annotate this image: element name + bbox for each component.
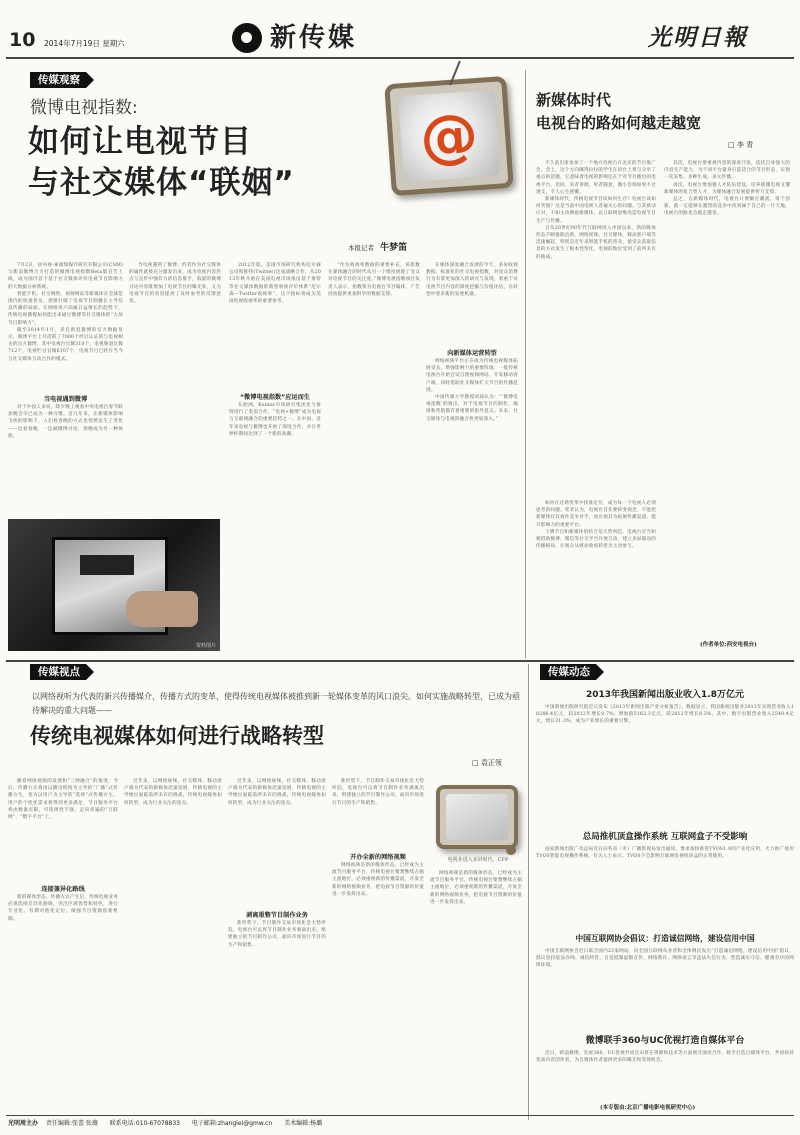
tag-media-perspective: 传媒视点 bbox=[30, 664, 86, 680]
perspective-col-3b bbox=[228, 920, 326, 1116]
footer-designer: 美术编辑:杨璐 bbox=[284, 1120, 323, 1127]
perspective-col-1 bbox=[8, 778, 118, 882]
top-story-col-1 bbox=[8, 262, 123, 390]
masthead-logo: 光明日報 bbox=[648, 24, 748, 51]
dynamics-body-1 bbox=[536, 704, 794, 822]
top-story-kicker: 微博电视指数: bbox=[30, 98, 138, 118]
small-tv-knob bbox=[506, 845, 516, 855]
header-rule bbox=[6, 57, 794, 59]
paragraph: 随着网络视频的发展和“三网融合”的推进，今后，传播方式将由以播出机构为主导的“广播”式传播方生，变为以用户为主导的“选择”式传播方主，用户的个性化需求将得到更多满足，节目服务平台将由数量有限，可选择性不强，走向普遍的“互联网”、“数字平台”上。 bbox=[8, 779, 118, 821]
dynamics-body-2 bbox=[536, 846, 794, 928]
perspective-col-3 bbox=[228, 778, 326, 906]
perspective-col-1b bbox=[8, 894, 118, 1116]
side-story-headline-2: 电视台的路如何越走越宽 bbox=[536, 114, 702, 132]
perspective-col-4b bbox=[332, 862, 424, 1116]
footer-editors: 责任编辑:张蕾 张薇 bbox=[45, 1120, 98, 1127]
small-tv-illustration bbox=[436, 785, 518, 849]
perspective-col-2 bbox=[124, 778, 222, 1116]
paragraph: 王牌节目和新媒体的结合是大势所趋，电视台应当积极借助微博、微信等社交平台开展互动，建立多屏联动的传播格局，让观众从被动收看转变为主动参与。 bbox=[536, 529, 656, 550]
paragraph: 中国传媒大学教授刘昶认为：“‘微博电视指数’的推出，对于电视节目的制作、编排和营销都有着重要的指导意义。未来，社交媒体与电视的融合将更加深入。” bbox=[426, 395, 518, 422]
side-story-col-1b bbox=[536, 500, 656, 652]
top-story-col-5b bbox=[426, 358, 518, 652]
paragraph: 7月2日，由央视-索福瑞媒介研究有限公司(CSM)与新浪微博合力打造的微博电视指数Beta版宣告上线，成为国内首个基于社交媒体评价电视节目影响力的大数据分析系统。 bbox=[8, 263, 123, 290]
dynamics-title-1: 2013年我国新闻出版业收入1.8万亿元 bbox=[586, 690, 744, 700]
footer-email: 电子邮箱:zhanglei@gmw.cn bbox=[191, 1120, 273, 1127]
subhead-transform: 向新媒体运营转型 bbox=[447, 350, 497, 357]
side-story-headline-1: 新媒体时代 bbox=[536, 91, 612, 109]
paragraph: 新形势下，节目制作交易市场化是大势所趋，电视台可以将节目制作业务剥离出来，组建独立的节目制作公司，面向市场进行节目的生产和销售。 bbox=[332, 779, 424, 806]
paragraph: 近年来，以网络视频、社交媒体、移动客户端为代表的新媒体迅速发展，传统电视的主导地位面临前所未有的挑战，传统电视媒体如何转型，成为行业关注的焦点。 bbox=[228, 779, 326, 806]
paragraph: 2012年夏，美国市场研究机构尼尔森公司和推特(Twitter)达成战略合作，从2013年秋开始在美国电视市场推出基于推特等社交媒体数据的新型收视评价体系“尼尔森—Twitter收视率”，这个指标将成为美国电视收视率的重要参考。 bbox=[229, 263, 321, 305]
footer-publisher: 光明周主办 bbox=[8, 1120, 39, 1127]
news-photo bbox=[8, 519, 220, 651]
dynamics-title-2: 总局推机顶盒操作系统 互联网盒子不受影响 bbox=[582, 832, 748, 842]
top-story-col-1b bbox=[8, 404, 123, 512]
photo-credit: 资料图片 bbox=[195, 643, 216, 649]
paragraph: 新形势下，节目制作交易市场化是大势所趋，电视台可以将节目制作业务剥离出来，组建独立的节目制作公司，面向市场进行节目的生产和销售。 bbox=[228, 921, 326, 948]
perspective-byline: □ 袁正领 bbox=[472, 759, 502, 767]
paragraph: 截至2014年1月，来自新浪微博的官方数据显示，微博平台上月活跃了7000个经过认证的与电视相关的官方微博，其中电视台官微310个，电视频道官微712个，电视栏目官微6107个，电视节目已经在当今与社交媒体互动合作的模式。 bbox=[8, 327, 123, 362]
paragraph: 新的媒体形态、传播方式产生后，传统电视业务必须选择差异化路线，突出区域优势和特色，进行专业化、有期对他化定位，做强节目资源创新机制。 bbox=[8, 895, 118, 922]
top-story-col-3b bbox=[229, 402, 321, 652]
section-rule bbox=[6, 660, 794, 662]
paragraph: 国家新闻出版广电总局近日向各省（市）广播影视局发出通知，要求加快推进TVOS1.0的产业化应用，大力推广使用TVOS智能电视操作系统。有关人士表示，TVOS不会影响互联网电视机顶盒的正常使用。 bbox=[536, 847, 794, 860]
paragraph: 新媒体时代，传统电视节目该如何生存？电视台该如何突围？这是当前中国电视人普遍关心的问题。与其被动应对，不如主动拥抱新媒体，以互联网思维改造电视节目生产与传播。 bbox=[536, 197, 656, 224]
at-sign-icon: @ bbox=[417, 100, 481, 172]
paragraph: 近日，新浪微博、奇虎360、UC优视共同宣布将在资源和技术等方面展开深度合作，联手打造自媒体平台，共同扶持优质内容创作者，为自媒体作者提供更多的曝光和变现机会。 bbox=[536, 1051, 794, 1064]
tag-media-observation: 传媒观察 bbox=[30, 72, 86, 88]
byline-author: 牛梦笛 bbox=[380, 243, 408, 253]
footer-phone: 联系电话:010-67078833 bbox=[109, 1120, 180, 1127]
top-story-headline-2: 与社交媒体“联姻” bbox=[28, 165, 295, 201]
top-story-byline bbox=[348, 240, 407, 253]
photo-hand bbox=[126, 591, 198, 627]
side-story-byline: □ 李 青 bbox=[728, 141, 754, 149]
paragraph: 自从20世纪90年代互联网进入中国以来，新的媒体形态不断推陈出新，网络视频、社交媒体、移动客户端等迅速崛起，特别是近年来智能手机的普及，使受众获取信息的方式发生了根本性变化，电视的地位受到了前所未有的挑战。 bbox=[536, 225, 656, 260]
dynamics-body-3 bbox=[536, 948, 794, 1030]
side-story-col-1 bbox=[536, 160, 656, 496]
paragraph: 智能手机、社交网络、视频网站等新媒体在全球范围内的快速普及，逐渐打破了电视节目制播在主导信息传播的局面。在网络用户尚属日益增长的趋势下，传统电视播媒如何能出来通过微博等社交媒体的“大屏节目影响力”。 bbox=[8, 291, 123, 326]
tag-media-dynamics: 传媒动态 bbox=[540, 664, 596, 680]
column-divider bbox=[525, 70, 526, 658]
subhead-index-born: “微博电视指数”应运而生 bbox=[239, 394, 310, 401]
issue-date: 2014年7月19日 星期六 bbox=[44, 39, 125, 48]
byline-prefix: 本报记者 bbox=[348, 244, 374, 252]
subhead-differentiation: 连接兼异化路线 bbox=[41, 886, 85, 893]
subhead-online-video: 开办全新的网络视频 bbox=[350, 854, 406, 861]
subhead-production: 剥离重整节目制作业务 bbox=[246, 912, 308, 919]
dynamics-title-3: 中国互联网协会倡议：打造诚信网络，建设信用中国 bbox=[575, 934, 755, 943]
top-story-col-4 bbox=[328, 262, 420, 652]
paragraph: 网络视频平台正在成为传统电视媒体拓展受众、增强影响力的重要阵地，一批传统电视台开始尝试自建视频网站、开发移动客户端，同时借助社交媒体扩大节目的传播范围。 bbox=[426, 359, 518, 393]
paragraph: 中国互联网协会近日联合国内22家网站，向全国互联网从业者和全体网民发出“打造诚信网络，建设信用中国”倡议，倡议坚持依法办网、诚信经营，自觉抵制虚假宣传、网络欺诈、网络谣言等违法失信行为，营造诚实守信、健康有序的网络环境。 bbox=[536, 949, 794, 969]
paragraph: 网络视频是新的媒体形态，已经成为主流节目服务平台，传统电视台要想继续占据主流地位，必须重视新的传播渠道，开发全新的网络视频业务，把电视节目资源的价值进一步发挥出来。 bbox=[332, 863, 424, 897]
paragraph: 总之，在新媒体时代，电视台只要顺应潮流、勇于创新，就一定能够在激烈的竞争中找到属于自己的一片天地，电视台的路也会越走越宽。 bbox=[664, 197, 790, 217]
paragraph: 不久前出席参加了一个地方电视台在北京的节目推广会，会上，这个方向曝得拉拉的学生在讲台上将与分享了重点的话题，它意味着电视的影响还在于对节目播出的电视平台，但同，来者讲理，听者随意，微小会场如果不过透支，令人心生感慨。 bbox=[536, 161, 656, 195]
paragraph: 当电视遇到了微博，约者作为社交媒体的属性就被充分激发出来，成为电视内容热点与宣传中强有力的信息推手，海量的微博讨论内容既增加了电视节目的曝光率，又为电视节目的改进提供了及时参考的反馈意见。 bbox=[129, 263, 221, 305]
small-tv-screen bbox=[446, 794, 508, 840]
dynamics-title-4: 微博联手360与UC优视打造自媒体平台 bbox=[585, 1036, 745, 1046]
column-divider-bottom bbox=[528, 664, 529, 1120]
section-logo-dot bbox=[241, 32, 252, 43]
photo-screen-logo bbox=[80, 555, 134, 575]
section-logo bbox=[232, 22, 522, 56]
paragraph: 其次，电视台要重视内容的深度开发，依托自身强大的内容生产能力，为不同平台量身打造适合的节目形态，实现一次采集、多种生成、多元传播。 bbox=[664, 161, 790, 181]
side-story-author-unit: (作者单位:西安电视台) bbox=[700, 642, 757, 648]
top-story-col-5 bbox=[426, 262, 518, 342]
section-title: 新传媒 bbox=[270, 23, 358, 53]
top-story-col-2 bbox=[129, 262, 221, 512]
page-number: 10 bbox=[9, 29, 36, 51]
perspective-headline: 传统电视媒体如何进行战略转型 bbox=[30, 724, 324, 748]
perspective-col-5 bbox=[430, 870, 522, 1116]
paragraph: 在欧洲，Kantar市场研究集团也与推特进行了类似合作，“电视+微博”成为电视与互联网融合的重要趋势之一。在中国，近年来电视与微博也开始了深度合作，并在世界杯期间达到了一个新的高潮。 bbox=[229, 403, 321, 437]
tv-illustration bbox=[384, 76, 514, 196]
footer-rule bbox=[6, 1115, 794, 1116]
top-story-col-3 bbox=[229, 262, 321, 386]
side-story-col-2 bbox=[664, 160, 790, 638]
paragraph: 网络视频是新的媒体形态，已经成为主流节目服务平台，传统电视台要想继续占据主流地位，必须重视新的传播渠道，开发全新的网络视频业务，把电视节目资源的价值进一步发挥出来。 bbox=[430, 871, 522, 905]
footer bbox=[8, 1119, 792, 1129]
paragraph: 近年来，以网络视频、社交媒体、移动客户端为代表的新媒体迅速发展，传统电视的主导地位面临前所未有的挑战，传统电视媒体如何转型，成为行业关注的焦点。 bbox=[124, 779, 222, 806]
paragraph: 在媒体深度融合发展的今天，多屏收视数据、标准化的社交电视指数，对受众消费行为有着更加深入的研究与发现，着重于对电视节目内容的深度挖掘与价值评估，在转型中迎来新的发展机遇。 bbox=[426, 263, 518, 297]
subhead-tv-meets-weibo: 当电视遇到微博 bbox=[43, 396, 88, 403]
paragraph: “作为收视率数据的重要补充，该指数在媒体融合的时代从另一个维度展现了受众对电视节目的关注度。”微博电视指数项目负责人表示，指数将为电视台节目编排、广告投放提供更加科学的数据支撑。 bbox=[328, 263, 420, 297]
dynamics-credit: (本专版由:北京广播电影电视研究中心) bbox=[600, 1105, 696, 1111]
paragraph: 对于中国人来说，除夕晚上观看中央电视台春节联欢晚会早已成为一种习惯。近几年来，在新媒体影响飞快的影响下，人们看春晚的方式也悄然发生了变化——边看春晚，一边刷微博讨论，春晚成为另一种体验。 bbox=[8, 405, 123, 439]
photo-caption: 电视业进入多屏时代。CFP bbox=[447, 857, 509, 863]
perspective-col-4 bbox=[332, 778, 424, 848]
perspective-lead: 以网络视听为代表的新兴传播媒介，传播方式的变革，使得传统电视媒体被推到新一轮媒体变革的风口浪尖。如何实施战略转型，已成为亟待解决的重大问题—— bbox=[32, 692, 520, 715]
paragraph: 再次，电视台要加强人才队伍建设，培养既懂电视又懂新媒体的复合型人才，为媒体融合发展提供智力支撑。 bbox=[664, 182, 790, 195]
paragraph: 中国新闻出版研究院近日发布《2013年新闻出版产业分析报告》，数据显示，我国新闻出版业2013年实现营业收入18246.4亿元，较2012年增长9.7%；增加值5162.3亿元，较2012年增长8.3%。其中，数字出版营业收入2540.4亿元，增长31.3%，成为产业增长的重要引擎。 bbox=[536, 705, 794, 725]
paragraph: 如何在这场变革中找准定位，成为每一个电视人必须思考的问题。笔者认为，电视台首先要转变观念，不能把新媒体仅仅看作竞争对手，而应视其为拓展传播渠道、提升影响力的重要平台。 bbox=[536, 501, 656, 528]
top-story-headline-1: 如何让电视节目 bbox=[28, 124, 252, 160]
dynamics-body-4 bbox=[536, 1050, 794, 1098]
